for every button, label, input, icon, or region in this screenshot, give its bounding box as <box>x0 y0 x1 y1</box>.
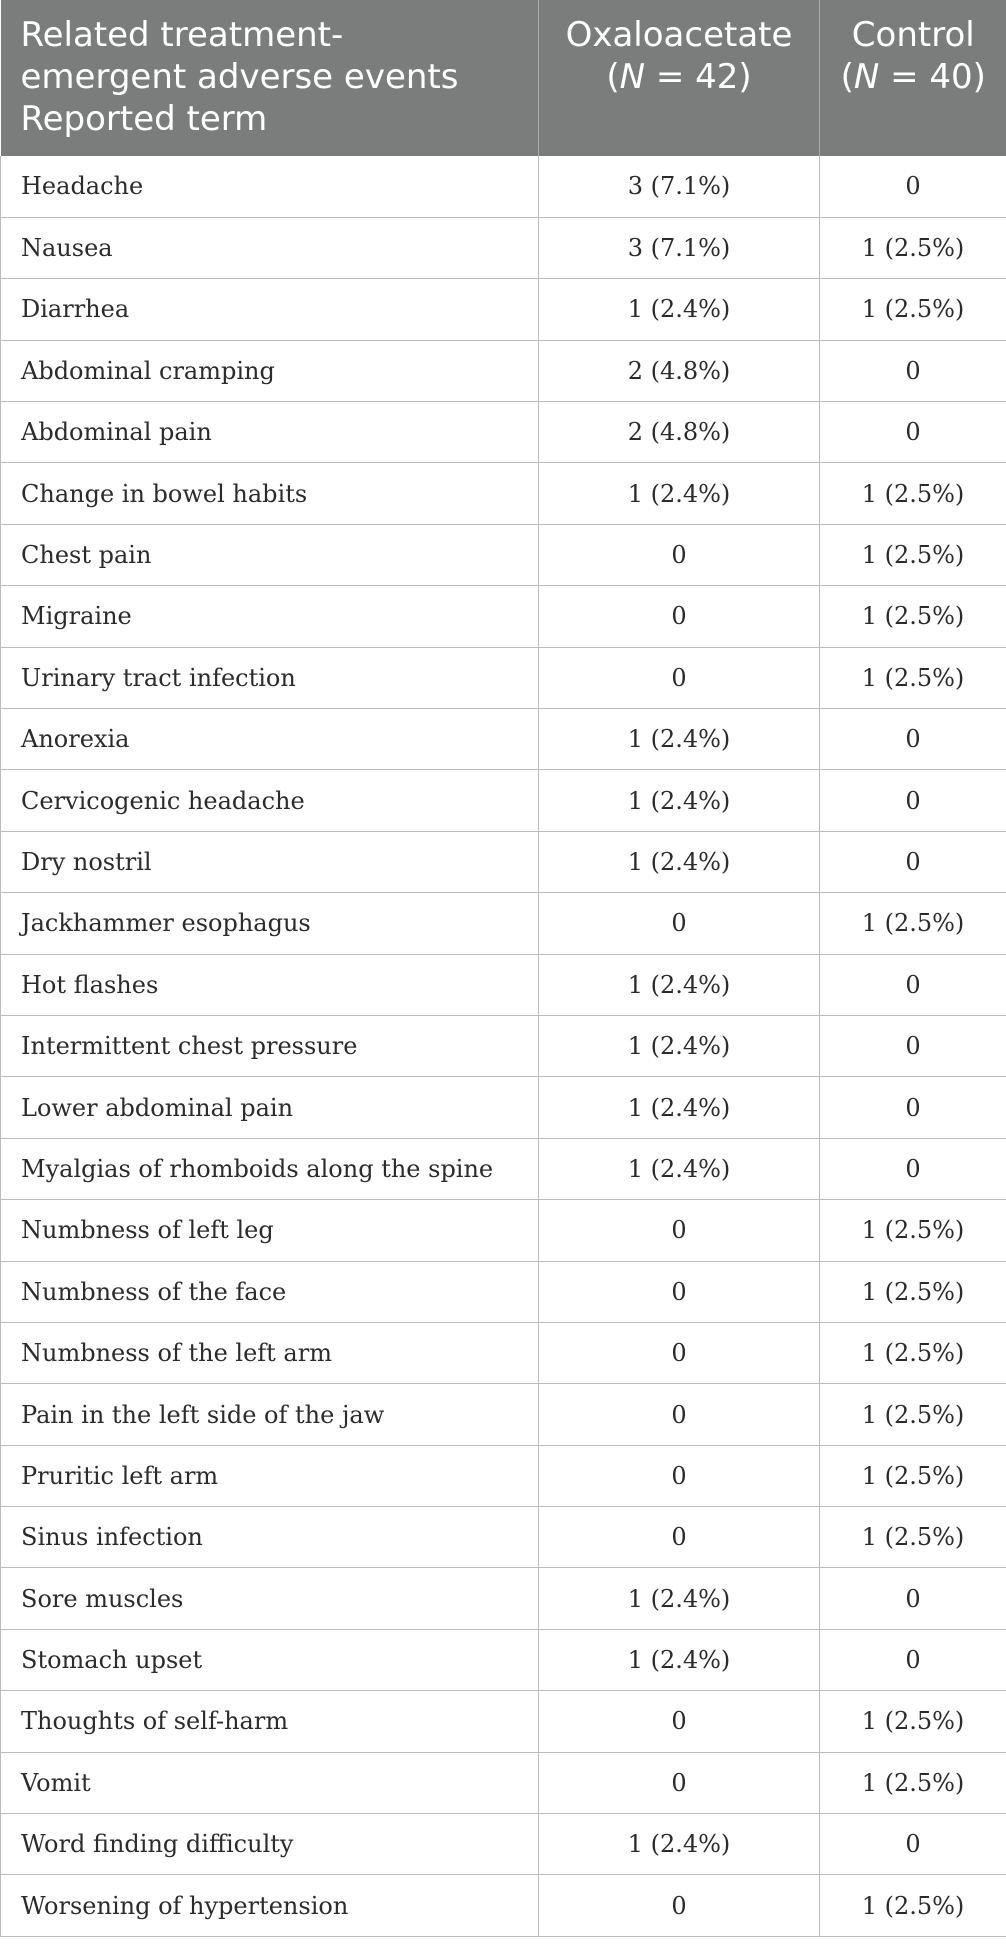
cell-reported-term: Vomit <box>1 1752 539 1813</box>
header-term <box>1 0 539 156</box>
cell-oxaloacetate: 1 (2.4%) <box>539 709 820 770</box>
cell-control: 1 (2.5%) <box>820 524 1006 585</box>
table-row <box>1 893 1006 954</box>
cell-reported-term: Abdominal pain <box>1 402 539 463</box>
n-symbol: N <box>853 57 880 97</box>
cell-oxaloacetate: 0 <box>539 1691 820 1752</box>
cell-control: 1 (2.5%) <box>820 1445 1006 1506</box>
cell-oxaloacetate: 1 (2.4%) <box>539 770 820 831</box>
cell-control: 1 (2.5%) <box>820 463 1006 524</box>
header-oxaloacetate-n: (N = 42) <box>606 57 752 97</box>
cell-oxaloacetate: 1 (2.4%) <box>539 279 820 340</box>
cell-oxaloacetate: 0 <box>539 1445 820 1506</box>
cell-control: 1 (2.5%) <box>820 586 1006 647</box>
cell-reported-term: Hot flashes <box>1 954 539 1015</box>
cell-reported-term: Abdominal cramping <box>1 340 539 401</box>
cell-oxaloacetate: 0 <box>539 1875 820 1936</box>
cell-oxaloacetate: 1 (2.4%) <box>539 954 820 1015</box>
cell-oxaloacetate: 0 <box>539 1384 820 1445</box>
cell-control: 1 (2.5%) <box>820 1261 1006 1322</box>
cell-oxaloacetate: 1 (2.4%) <box>539 1138 820 1199</box>
cell-reported-term: Pain in the left side of the jaw <box>1 1384 539 1445</box>
cell-oxaloacetate: 1 (2.4%) <box>539 1077 820 1138</box>
table-row <box>1 1138 1006 1199</box>
cell-control: 1 (2.5%) <box>820 1691 1006 1752</box>
cell-control: 0 <box>820 156 1006 217</box>
cell-control: 0 <box>820 1629 1006 1690</box>
table-row <box>1 709 1006 770</box>
cell-oxaloacetate: 1 (2.4%) <box>539 1814 820 1875</box>
table-row <box>1 1261 1006 1322</box>
cell-reported-term: Diarrhea <box>1 279 539 340</box>
table-row <box>1 1015 1006 1076</box>
cell-oxaloacetate: 1 (2.4%) <box>539 1568 820 1629</box>
cell-control: 0 <box>820 1077 1006 1138</box>
table-row <box>1 1445 1006 1506</box>
cell-control: 1 (2.5%) <box>820 1507 1006 1568</box>
cell-control: 0 <box>820 1138 1006 1199</box>
cell-control: 0 <box>820 770 1006 831</box>
cell-control: 0 <box>820 340 1006 401</box>
cell-control: 1 (2.5%) <box>820 893 1006 954</box>
cell-oxaloacetate: 1 (2.4%) <box>539 1015 820 1076</box>
table-row <box>1 1384 1006 1445</box>
cell-control: 1 (2.5%) <box>820 1322 1006 1383</box>
header-control <box>820 0 1006 156</box>
cell-control: 1 (2.5%) <box>820 647 1006 708</box>
table-row <box>1 402 1006 463</box>
cell-control: 0 <box>820 954 1006 1015</box>
cell-control: 0 <box>820 831 1006 892</box>
cell-oxaloacetate: 0 <box>539 647 820 708</box>
n-value: = 40) <box>879 57 986 97</box>
cell-oxaloacetate: 2 (4.8%) <box>539 340 820 401</box>
cell-reported-term: Sore muscles <box>1 1568 539 1629</box>
cell-oxaloacetate: 1 (2.4%) <box>539 831 820 892</box>
cell-oxaloacetate: 3 (7.1%) <box>539 156 820 217</box>
table-header <box>1 0 1006 156</box>
table-row <box>1 1200 1006 1261</box>
table-row <box>1 279 1006 340</box>
cell-oxaloacetate: 0 <box>539 586 820 647</box>
cell-oxaloacetate: 1 (2.4%) <box>539 1629 820 1690</box>
cell-reported-term: Word finding difficulty <box>1 1814 539 1875</box>
cell-control: 1 (2.5%) <box>820 1384 1006 1445</box>
header-row <box>1 0 1006 156</box>
cell-reported-term: Dry nostril <box>1 831 539 892</box>
cell-reported-term: Urinary tract infection <box>1 647 539 708</box>
cell-control: 0 <box>820 709 1006 770</box>
cell-reported-term: Anorexia <box>1 709 539 770</box>
table-row <box>1 463 1006 524</box>
cell-control: 1 (2.5%) <box>820 1875 1006 1936</box>
table-row <box>1 770 1006 831</box>
table-row <box>1 586 1006 647</box>
header-oxaloacetate <box>539 0 820 156</box>
table-row <box>1 1814 1006 1875</box>
table-row <box>1 156 1006 217</box>
cell-reported-term: Myalgias of rhomboids along the spine <box>1 1138 539 1199</box>
cell-reported-term: Lower abdominal pain <box>1 1077 539 1138</box>
cell-reported-term: Migraine <box>1 586 539 647</box>
table-row <box>1 1691 1006 1752</box>
cell-oxaloacetate: 0 <box>539 1507 820 1568</box>
cell-oxaloacetate: 1 (2.4%) <box>539 463 820 524</box>
table-row <box>1 647 1006 708</box>
cell-oxaloacetate: 3 (7.1%) <box>539 217 820 278</box>
cell-oxaloacetate: 0 <box>539 1752 820 1813</box>
cell-reported-term: Jackhammer esophagus <box>1 893 539 954</box>
header-control-name: Control <box>851 15 975 55</box>
cell-reported-term: Numbness of the left arm <box>1 1322 539 1383</box>
cell-oxaloacetate: 0 <box>539 1200 820 1261</box>
table-row <box>1 524 1006 585</box>
table-row <box>1 1752 1006 1813</box>
cell-reported-term: Intermittent chest pressure <box>1 1015 539 1076</box>
table-row <box>1 217 1006 278</box>
header-control-n: (N = 40) <box>840 57 986 97</box>
cell-control: 1 (2.5%) <box>820 217 1006 278</box>
cell-reported-term: Cervicogenic headache <box>1 770 539 831</box>
cell-control: 0 <box>820 402 1006 463</box>
cell-reported-term: Stomach upset <box>1 1629 539 1690</box>
cell-control: 1 (2.5%) <box>820 1752 1006 1813</box>
table-row <box>1 1875 1006 1936</box>
cell-reported-term: Thoughts of self-harm <box>1 1691 539 1752</box>
header-term-line: Related treatment- <box>20 15 344 55</box>
table-body <box>1 156 1006 1936</box>
header-oxaloacetate-name: Oxaloacetate <box>565 15 793 55</box>
cell-control: 1 (2.5%) <box>820 1200 1006 1261</box>
n-value: = 42) <box>645 57 752 97</box>
table-row <box>1 1322 1006 1383</box>
cell-oxaloacetate: 0 <box>539 1261 820 1322</box>
cell-reported-term: Headache <box>1 156 539 217</box>
cell-oxaloacetate: 0 <box>539 1322 820 1383</box>
cell-control: 0 <box>820 1568 1006 1629</box>
table-row <box>1 1077 1006 1138</box>
cell-reported-term: Pruritic left arm <box>1 1445 539 1506</box>
cell-reported-term: Numbness of left leg <box>1 1200 539 1261</box>
table-row <box>1 1629 1006 1690</box>
header-term-line: Reported term <box>20 99 268 139</box>
cell-reported-term: Chest pain <box>1 524 539 585</box>
cell-reported-term: Numbness of the face <box>1 1261 539 1322</box>
table-row <box>1 1507 1006 1568</box>
cell-reported-term: Nausea <box>1 217 539 278</box>
cell-reported-term: Worsening of hypertension <box>1 1875 539 1936</box>
cell-oxaloacetate: 2 (4.8%) <box>539 402 820 463</box>
cell-oxaloacetate: 0 <box>539 893 820 954</box>
cell-oxaloacetate: 0 <box>539 524 820 585</box>
cell-control: 0 <box>820 1015 1006 1076</box>
table-row <box>1 831 1006 892</box>
cell-control: 1 (2.5%) <box>820 279 1006 340</box>
cell-reported-term: Sinus infection <box>1 1507 539 1568</box>
header-term-line: emergent adverse events <box>20 57 459 97</box>
cell-reported-term: Change in bowel habits <box>1 463 539 524</box>
table-row <box>1 340 1006 401</box>
cell-control: 0 <box>820 1814 1006 1875</box>
n-symbol: N <box>619 57 646 97</box>
table-row <box>1 1568 1006 1629</box>
table-row <box>1 954 1006 1015</box>
